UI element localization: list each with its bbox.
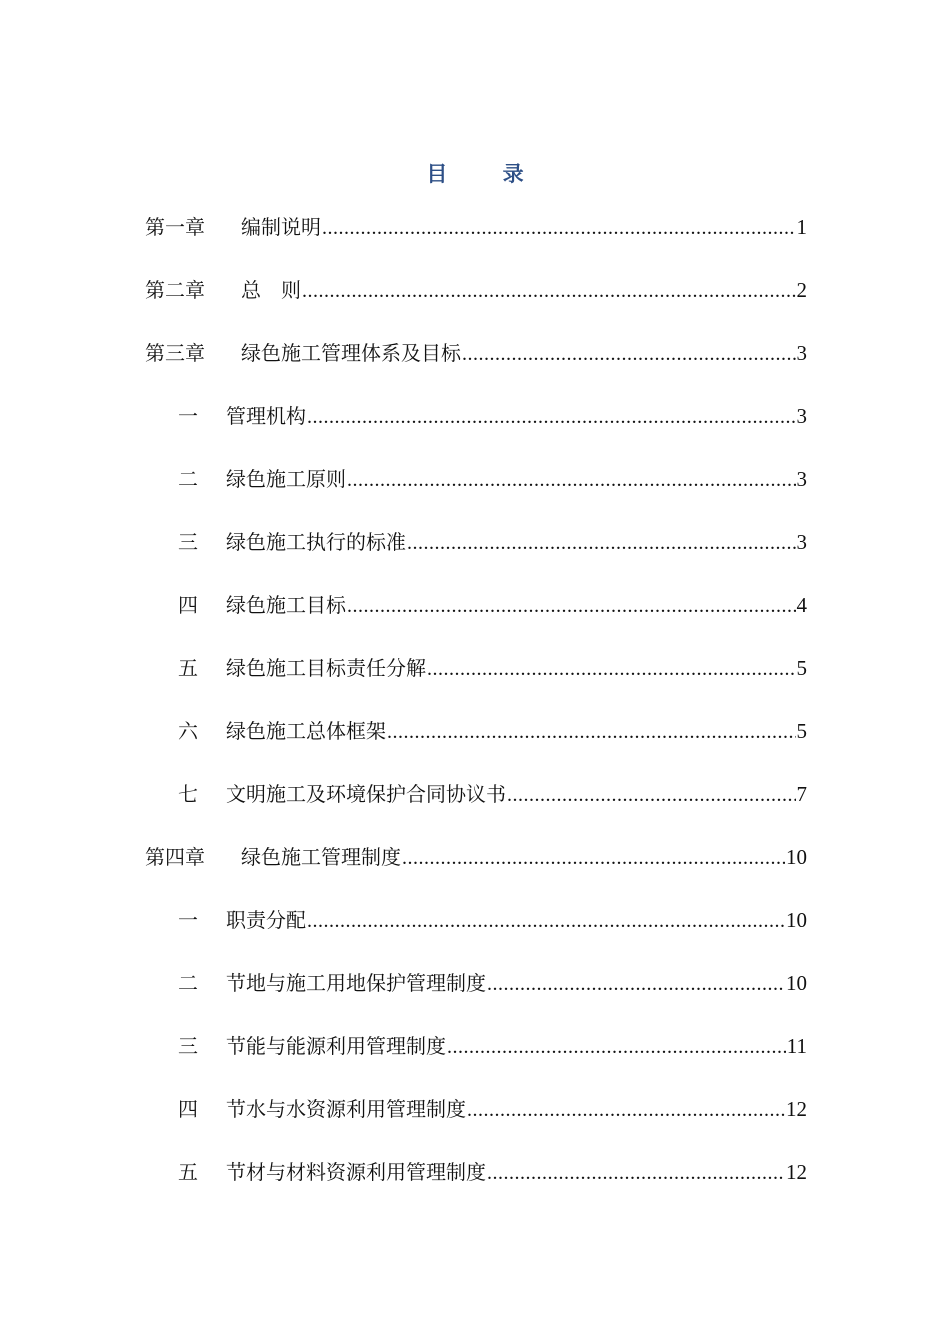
toc-entry-number: 三 [178,1034,198,1058]
toc-entry-number: 四 [178,593,198,617]
toc-entry-label: 绿色施工执行的标准 [226,530,406,554]
toc-entry-number: 第二章 [145,278,205,302]
toc-entry-number: 第一章 [145,215,205,239]
toc-entry-label: 绿色施工目标责任分解 [226,656,426,680]
toc-dot-leader [347,587,796,625]
toc-dot-leader [302,272,796,310]
toc-dot-leader [387,713,796,751]
toc-entry-page: 3 [796,530,807,554]
toc-entry-number: 二 [178,971,198,995]
toc-entry[interactable] [145,775,807,838]
toc-entry-label: 总 则 [241,278,301,302]
toc-entry-number: 一 [178,908,198,932]
toc-entry[interactable] [145,271,807,334]
toc-entry-number: 七 [178,782,198,806]
toc-entry[interactable] [145,397,807,460]
toc-entry-number: 三 [178,530,198,554]
toc-dot-leader [307,902,785,940]
toc-entry-label: 节材与材料资源利用管理制度 [226,1160,486,1184]
toc-dot-leader [407,524,796,562]
toc-entry-label: 节地与施工用地保护管理制度 [226,971,486,995]
toc-dot-leader [322,209,796,247]
toc-dot-leader [487,965,785,1003]
toc-entry-number: 六 [178,719,198,743]
toc-entry-label: 编制说明 [241,215,321,239]
toc-entry-number: 五 [178,656,198,680]
toc-entry[interactable] [145,712,807,775]
toc-entry-label: 文明施工及环境保护合同协议书 [226,782,506,806]
toc-entry[interactable] [145,1027,807,1090]
toc-entry-page: 10 [786,908,807,932]
toc-entry-page: 5 [796,719,807,743]
toc-entry-page: 5 [796,656,807,680]
toc-entry[interactable] [145,1153,807,1216]
toc-entry-page: 4 [796,593,807,617]
toc-dot-leader [347,461,796,499]
toc-entry-number: 第四章 [145,845,205,869]
toc-entry-label: 绿色施工目标 [226,593,346,617]
toc-title: 目 录 [426,162,548,186]
toc-entry[interactable] [145,838,807,901]
toc-dot-leader [462,335,796,373]
toc-entry-page: 10 [786,971,807,995]
toc-entry-number: 一 [178,404,198,428]
toc-entry-number: 第三章 [145,341,205,365]
toc-dot-leader [487,1154,785,1192]
toc-entry-label: 节水与水资源利用管理制度 [226,1097,466,1121]
toc-dot-leader [467,1091,785,1129]
toc-list [145,208,807,1216]
toc-entry-number: 二 [178,467,198,491]
toc-entry-page: 3 [796,341,807,365]
toc-dot-leader [402,839,785,877]
toc-entry[interactable] [145,649,807,712]
toc-entry-label: 绿色施工管理制度 [241,845,401,869]
toc-dot-leader [307,398,796,436]
toc-entry[interactable] [145,964,807,1027]
toc-entry[interactable] [145,523,807,586]
toc-dot-leader [427,650,796,688]
toc-dot-leader [447,1028,786,1066]
toc-entry-label: 节能与能源利用管理制度 [226,1034,446,1058]
toc-entry-label: 管理机构 [226,404,306,428]
toc-entry[interactable] [145,334,807,397]
toc-entry[interactable] [145,901,807,964]
toc-entry-page: 3 [796,467,807,491]
toc-entry-page: 1 [796,215,807,239]
toc-entry-label: 绿色施工总体框架 [226,719,386,743]
toc-entry-page: 12 [786,1097,807,1121]
toc-entry[interactable] [145,208,807,271]
toc-entry-label: 绿色施工管理体系及目标 [241,341,461,365]
toc-entry-page: 7 [796,782,807,806]
toc-entry-number: 四 [178,1097,198,1121]
toc-entry[interactable] [145,1090,807,1153]
toc-entry[interactable] [145,586,807,649]
toc-entry-label: 绿色施工原则 [226,467,346,491]
toc-entry-page: 2 [796,278,807,302]
toc-entry-page: 10 [786,845,807,869]
toc-entry-page: 11 [786,1034,807,1058]
toc-entry[interactable] [145,460,807,523]
toc-entry-page: 12 [786,1160,807,1184]
toc-entry-number: 五 [178,1160,198,1184]
toc-dot-leader [507,776,796,814]
toc-entry-page: 3 [796,404,807,428]
toc-entry-label: 职责分配 [226,908,306,932]
